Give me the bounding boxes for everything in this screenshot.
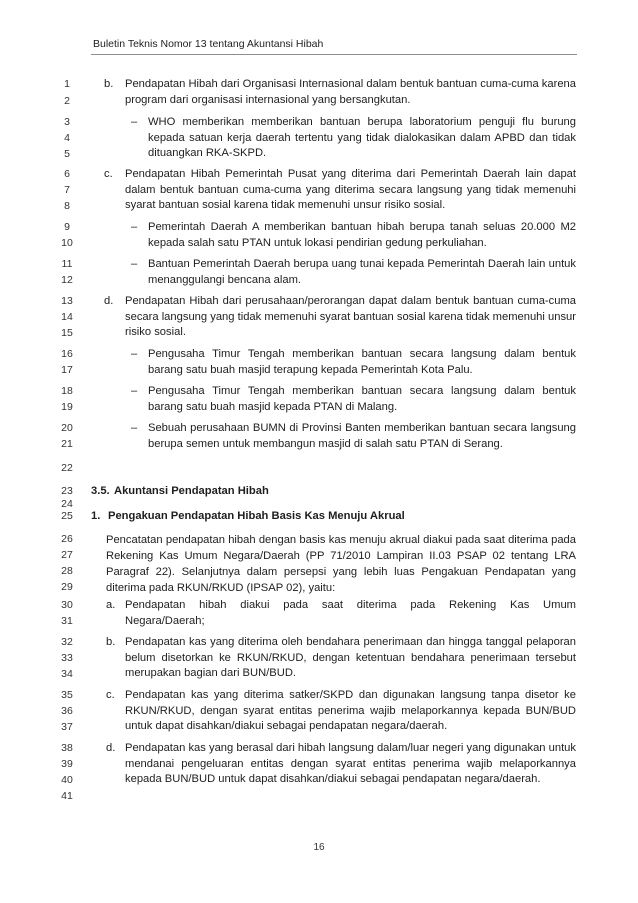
dash-bullet: –: [131, 348, 138, 360]
list-item-text: Pendapatan kas yang diterima satker/SKPD dan digunakan langsung tanpa disetor ke RKUN/RKUD, dengan syarat entitas penerima wajib melaporkannya kepada BUN/BUD untuk dapat disahkan/diakui sebagai pendapatan negara/daerah.: [125, 689, 576, 733]
line-number: 35: [61, 689, 73, 701]
bullet-text: Pengusaha Timur Tengah memberikan bantuan secara langsung dalam bentuk barang satu buah masjid kepada PTAN di Malang.: [148, 385, 576, 413]
section-number: 3.5.: [91, 485, 110, 497]
line-number: 15: [61, 327, 73, 339]
list-item-text: Pendapatan Hibah dari Organisasi Internasional dalam bentuk bantuan cuma-cuma karena program dari organisasi internasional yang bersangkutan.: [125, 78, 576, 106]
dash-bullet: –: [131, 422, 138, 434]
list-marker: a.: [106, 599, 116, 611]
bullet-text: Pengusaha Timur Tengah memberikan bantuan secara langsung dalam bentuk barang satu buah masjid terapung kepada Pemerintah Kota Palu.: [148, 348, 576, 376]
line-number: 26: [61, 533, 73, 545]
bullet-text: Pemerintah Daerah A memberikan bantuan hibah berupa tanah seluas 20.000 M2 kepada salah satu PTAN untuk lokasi pendirian gedung perkuliahan.: [148, 221, 576, 249]
dash-bullet: –: [131, 385, 138, 397]
line-number: 19: [61, 401, 73, 413]
bullet-text: WHO memberikan memberikan bantuan berupa laboratorium penguji flu burung kepada satuan kerja daerah tertentu yang tidak dialokasikan dalam APBD dan tidak dituangkan RKA-SKPD.: [148, 116, 576, 160]
line-number: 16: [61, 348, 73, 360]
line-number: 10: [61, 237, 73, 249]
list-item-text: Pendapatan kas yang berasal dari hibah langsung dalam/luar negeri yang digunakan untuk mendanai pengeluaran entitas dengan syarat entitas penerima wajib melaporkannya kepada BUN/BUD untuk dapat disahkan/diakui sebagai pendapatan negara/daerah.: [125, 742, 576, 786]
list-item-text: Pendapatan hibah diakui pada saat diterima pada Rekening Kas Umum Negara/Daerah;: [125, 599, 576, 627]
line-number: 4: [64, 132, 70, 144]
line-number: 36: [61, 705, 73, 717]
section-title: Akuntansi Pendapatan Hibah: [114, 485, 269, 497]
line-number: 3: [64, 116, 70, 128]
dash-bullet: –: [131, 116, 138, 128]
line-number: 39: [61, 758, 73, 770]
list-marker: b.: [104, 78, 114, 90]
line-number: 30: [61, 599, 73, 611]
line-number: 25: [61, 510, 73, 522]
list-item-text: Pendapatan Hibah dari perusahaan/perorangan dapat dalam bentuk bantuan cuma-cuma secara langsung yang tidak memenuhi syarat bantuan sosial karena tidak memenuhi unsur risiko sosial.: [125, 295, 576, 339]
page-number: 16: [313, 842, 325, 853]
line-number: 33: [61, 652, 73, 664]
dash-bullet: –: [131, 221, 138, 233]
line-number: 11: [61, 258, 73, 270]
body-paragraph: Pencatatan pendapatan hibah dengan basis kas menuju akrual diakui pada saat diterima pada Rekening Kas Umum Negara/Daerah (PP 71/2010 Lampiran II.03 PSAP 02 tentang LRA Paragraf 22). Selanjutnya dalam persepsi yang lebih luas Pengakuan Pendapatan yang diterima pada RKUN/RKUD (IPSAP 02), yaitu:: [106, 534, 576, 594]
header-title: Buletin Teknis Nomor 13 tentang Akuntansi Hibah: [93, 38, 324, 50]
line-number: 9: [64, 221, 70, 233]
list-marker: d.: [104, 295, 114, 307]
line-number: 29: [61, 581, 73, 593]
line-number: 7: [64, 184, 70, 196]
list-marker: c.: [106, 689, 115, 701]
line-number: 18: [61, 385, 73, 397]
line-number: 12: [61, 274, 73, 286]
line-number: 32: [61, 636, 73, 648]
subsection-number: 1.: [91, 510, 101, 522]
line-number: 1: [64, 78, 70, 90]
line-number: 28: [61, 565, 73, 577]
line-number: 22: [61, 462, 73, 474]
line-number: 21: [61, 438, 73, 450]
bullet-text: Sebuah perusahaan BUMN di Provinsi Banten memberikan bantuan secara langsung berupa semen untuk membangun masjid di salah satu PTAN di Serang.: [148, 422, 576, 450]
line-number: 27: [61, 549, 73, 561]
list-marker: b.: [106, 636, 116, 648]
line-number: 38: [61, 742, 73, 754]
dash-bullet: –: [131, 258, 138, 270]
line-number: 8: [64, 200, 70, 212]
line-number: 34: [61, 668, 73, 680]
line-number: 5: [64, 148, 70, 160]
line-number: 24: [61, 498, 73, 510]
line-number: 2: [64, 95, 70, 107]
line-number: 13: [61, 295, 73, 307]
line-number: 20: [61, 422, 73, 434]
line-number: 31: [61, 615, 73, 627]
bullet-text: Bantuan Pemerintah Daerah berupa uang tunai kepada Pemerintah Daerah lain untuk menanggulangi bencana alam.: [148, 258, 576, 286]
subsection-title: Pengakuan Pendapatan Hibah Basis Kas Menuju Akrual: [108, 510, 405, 522]
list-marker: d.: [106, 742, 116, 754]
list-marker: c.: [104, 168, 113, 180]
line-number: 41: [61, 790, 73, 802]
line-number: 14: [61, 311, 73, 323]
line-number: 17: [61, 364, 73, 376]
line-number: 40: [61, 774, 73, 786]
list-item-text: Pendapatan Hibah Pemerintah Pusat yang diterima dari Pemerintah Daerah lain dapat dalam bentuk bantuan cuma-cuma yang diterima secara langsung yang tidak memenuhi syarat bantuan sosial karena tidak memenuhi unsur risiko sosial.: [125, 168, 576, 212]
list-item-text: Pendapatan kas yang diterima oleh bendahara penerimaan dan hingga tanggal pelaporan belum disetorkan ke RKUN/RKUD, dengan ketentuan bendahara penerimaan tersebut merupakan bagian dari BUN/BUD.: [125, 636, 576, 680]
line-number: 6: [64, 168, 70, 180]
header-rule: [91, 54, 577, 55]
line-number: 23: [61, 485, 73, 497]
line-number: 37: [61, 721, 73, 733]
